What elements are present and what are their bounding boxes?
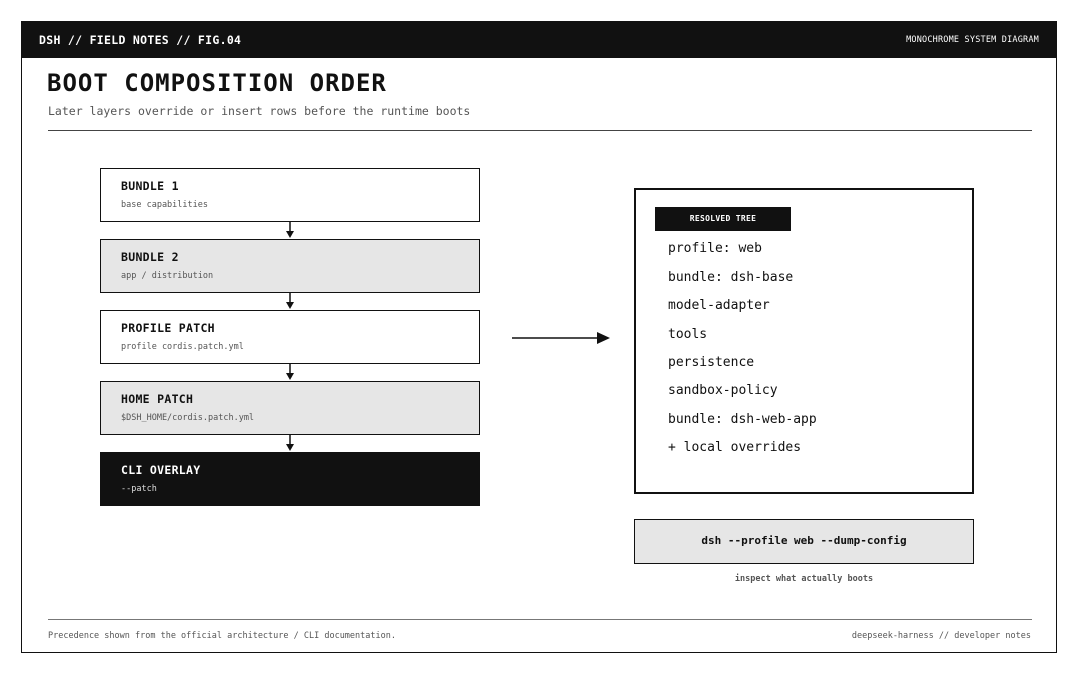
tree-item: bundle: dsh-base	[668, 270, 794, 285]
layer-title: BUNDLE 2	[121, 250, 179, 264]
layer-title: PROFILE PATCH	[121, 321, 215, 335]
layer-title: CLI OVERLAY	[121, 463, 201, 477]
footer-source-note: Precedence shown from the official architecture / CLI documentation.	[48, 631, 396, 641]
resolved-tree-panel	[634, 188, 974, 494]
tree-item: + local overrides	[668, 440, 802, 455]
layer-subtitle: profile cordis.patch.yml	[121, 342, 244, 352]
dump-config-command: dsh --profile web --dump-config	[634, 519, 974, 564]
footer-divider	[48, 619, 1032, 620]
tree-item: tools	[668, 327, 708, 342]
tree-item: model-adapter	[668, 298, 770, 313]
footer-credit: deepseek-harness // developer notes	[851, 631, 1031, 641]
page-title: BOOT COMPOSITION ORDER	[47, 69, 387, 97]
tree-item: profile: web	[668, 241, 762, 256]
command-caption: inspect what actually boots	[734, 574, 874, 584]
diagram-tag: MONOCHROME SYSTEM DIAGRAM	[906, 35, 1039, 45]
tree-item: persistence	[668, 355, 755, 370]
breadcrumb: DSH // FIELD NOTES // FIG.04	[39, 33, 242, 47]
layer-title: BUNDLE 1	[121, 179, 179, 193]
layer-title: HOME PATCH	[121, 392, 194, 406]
tree-item: sandbox-policy	[668, 383, 778, 398]
layer-subtitle: $DSH_HOME/cordis.patch.yml	[121, 413, 255, 423]
diagram-frame	[21, 21, 1057, 653]
resolved-tree-badge: RESOLVED TREE	[655, 207, 791, 231]
layer-subtitle: --patch	[121, 484, 157, 494]
layer-subtitle: app / distribution	[121, 271, 214, 281]
layer-subtitle: base capabilities	[121, 200, 208, 210]
tree-item: bundle: dsh-web-app	[668, 412, 817, 427]
page-subtitle: Later layers override or insert rows before the runtime boots	[48, 104, 471, 118]
